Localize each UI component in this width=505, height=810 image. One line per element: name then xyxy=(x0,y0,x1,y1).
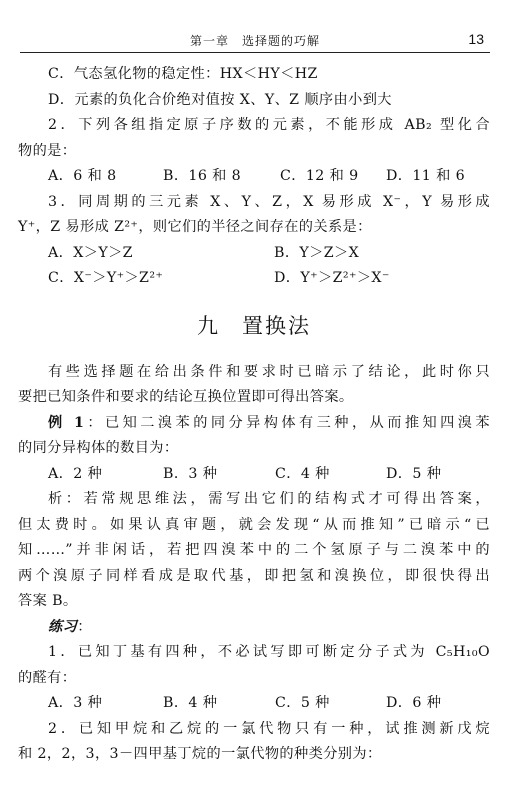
option: C．4 种 xyxy=(275,465,330,482)
option: A．X＞Y＞Z xyxy=(48,244,133,261)
section-title: 置换法 xyxy=(242,313,311,338)
example-line: 的同分异构体的数目为： xyxy=(18,440,179,456)
option: B．3 种 xyxy=(163,465,218,482)
option-row xyxy=(18,462,490,488)
option: C．5 种 xyxy=(275,695,330,711)
option: B．4 种 xyxy=(163,695,218,711)
example-line xyxy=(18,411,490,437)
option-row xyxy=(18,691,490,717)
question-text: 的醛有： xyxy=(18,669,77,686)
practice-label: 练习 xyxy=(48,618,78,635)
analysis-line: 析：若常规思维法，需写出它们的结构式才可得出答案， xyxy=(48,491,490,507)
question-text: 物的是： xyxy=(18,142,77,159)
question-text: 3．同周期的三元素 X、Y、Z，X 易形成 X⁻，Y 易形成 xyxy=(48,193,490,210)
option: D．11 和 6 xyxy=(386,168,466,184)
option: C．X⁻＞Y⁺＞Z²⁺ xyxy=(48,270,164,286)
practice-heading xyxy=(18,615,490,641)
page-number: 13 xyxy=(468,31,484,47)
option: B．Y＞Z＞X xyxy=(274,244,360,261)
example-label: 例 1 xyxy=(48,414,85,431)
practice-colon: ： xyxy=(77,618,92,635)
option-line: C．气态氢化物的稳定性：HX＜HY＜HZ xyxy=(48,66,318,82)
paragraph-line: 有些选择题在给出条件和要求时已暗示了结论，此时你只 xyxy=(48,363,490,380)
option: B．16 和 8 xyxy=(163,168,242,184)
analysis-line: 答案 B。 xyxy=(18,593,78,609)
section-number: 九 xyxy=(197,313,220,338)
option-line: D．元素的负化合价绝对值按 X、Y、Z 顺序由小到大 xyxy=(48,91,392,108)
option-row xyxy=(18,164,490,190)
question-text: 和 2，2，3，3－四甲基丁烷的一氯代物的种类分别为： xyxy=(18,746,382,762)
option: D．6 种 xyxy=(386,695,442,711)
paragraph-line: 要把已知条件和要求的结论互换位置即可得出答案。 xyxy=(18,389,354,405)
page-body xyxy=(18,62,490,768)
option-row xyxy=(18,241,490,267)
question-text: 1．已知丁基有四种，不必试写即可断定分子式为 C₅H₁₀O xyxy=(48,644,490,660)
question-text: 2．已知甲烷和乙烷的一氯代物只有一种，试推测新戊烷 xyxy=(48,720,490,737)
option: A．6 和 8 xyxy=(48,168,117,184)
analysis-line: 知……”并非闲话，若把四溴苯中的二个氢原子与二溴苯中的 xyxy=(18,542,490,558)
option: A．3 种 xyxy=(48,695,103,711)
question-text: Y⁺，Z 易形成 Z²⁺，则它们的半径之间存在的关系是： xyxy=(18,219,372,235)
option: A．2 种 xyxy=(48,465,103,482)
option: D．Y⁺＞Z²⁺＞X⁻ xyxy=(274,270,390,286)
analysis-line: 但太费时。如果认真审题，就会发现“从而推知”已暗示“已 xyxy=(18,516,490,533)
option: D．5 种 xyxy=(386,465,442,482)
chapter-title: 第一章 选择题的巧解 xyxy=(190,34,321,48)
option-row xyxy=(18,266,490,292)
question-text: 2．下列各组指定原子序数的元素，不能形成 AB₂ 型化合 xyxy=(48,117,490,133)
section-heading xyxy=(18,292,490,360)
option: C．12 和 9 xyxy=(280,168,359,184)
example-text: ：已知二溴苯的同分异构体有三种，从而推知四溴苯 xyxy=(84,414,491,431)
analysis-line: 两个溴原子同样看成是取代基，即把氢和溴换位，即很快得出 xyxy=(18,567,490,584)
page-header xyxy=(20,30,490,53)
